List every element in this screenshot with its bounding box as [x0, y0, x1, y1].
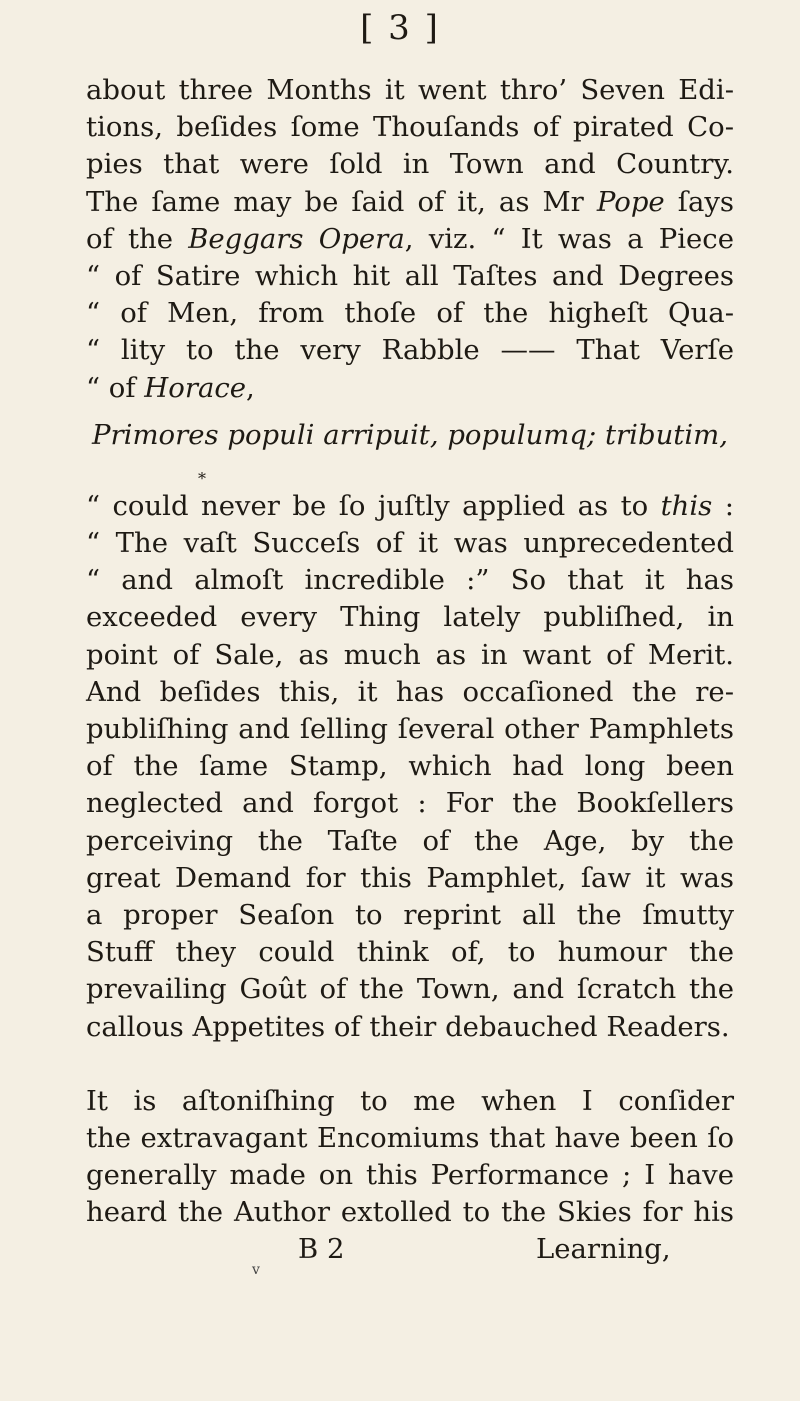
italic-word: Pope: [596, 185, 665, 218]
paragraph-2: [86, 488, 734, 1046]
signature-mark: B 2: [298, 1233, 345, 1266]
text-line: publiſhing and ſelling ſeveral other Pamphlets: [86, 713, 734, 745]
body-text: [86, 72, 734, 1269]
text-line: The ſame may be ſaid of it, as Mr Pope ſays: [86, 185, 734, 218]
text-line: heard the Author extolled to the Skies for his: [86, 1196, 734, 1229]
text-line: pies that were ſold in Town and Country.: [86, 148, 734, 181]
text-line: of the ſame Stamp, which had long been: [86, 750, 734, 783]
text-line: perceiving the Taſte of the Age, by the: [86, 824, 734, 857]
text-line: “ The vaſt Succeſs of it was unprecedented: [86, 527, 734, 560]
text-line: “ could never be ſo juſtly applied as to this :: [86, 489, 735, 522]
text-line: callous Appetites of their debauched Readers.: [86, 1010, 730, 1043]
text-line: “ and almoſt incredible :” So that it has: [86, 564, 734, 597]
italic-word: Beggars Opera: [188, 222, 405, 255]
italic-word: this: [660, 489, 713, 522]
text-line: about three Months it went thro’ Seven Edi-: [86, 74, 734, 106]
text-line: And beſides this, it has occaſioned the re-: [86, 675, 734, 708]
text-line: “ of Satire which hit all Taſtes and Degrees: [86, 259, 734, 292]
text-line: of the Beggars Opera, viz. “ It was a Piece: [86, 222, 734, 255]
text-line: point of Sale, as much as in want of Merit.: [86, 638, 734, 671]
paragraph-gap: [86, 1046, 734, 1083]
stray-mark: v: [252, 1262, 260, 1278]
text-line: Stuff they could think of, to humour the: [86, 936, 734, 969]
italic-word: Horace: [144, 371, 247, 404]
latin-quotation: Primores populi arripuit, populumq; tributim,: [92, 418, 728, 451]
asterisk-mark: [86, 454, 734, 488]
text-line: great Demand for this Pamphlet, ſaw it was: [86, 861, 734, 894]
text-line: the extravagant Encomiums that have been ſo: [86, 1121, 734, 1154]
text-line: a proper Seaſon to reprint all the ſmutty: [86, 898, 734, 931]
paragraph-3: [86, 1083, 734, 1232]
text-line: exceeded every Thing lately publiſhed, in: [86, 601, 734, 634]
text-line: prevailing Goût of the Town, and ſcratch the: [86, 973, 734, 1006]
catchword: Learning,: [536, 1233, 671, 1266]
text-line: tions, beſides ſome Thouſands of pirated Co-: [86, 111, 734, 144]
page-footer: [86, 1231, 734, 1268]
asterisk-glyph: *: [198, 468, 206, 488]
text-line: generally made on this Performance ; I have: [86, 1159, 734, 1192]
text-line: It is aſtoniſhing to me when I conſider: [86, 1084, 734, 1117]
page-number-header: [ 3 ]: [360, 8, 440, 48]
text-line: “ of Men, from thoſe of the higheſt Qua-: [86, 297, 734, 330]
text-line: “ of Horace,: [86, 371, 255, 404]
paragraph-1: [86, 72, 734, 407]
text-line: “ lity to the very Rabble —— That Verſe: [86, 334, 734, 367]
text-line: neglected and forgot : For the Bookſellers: [86, 787, 734, 820]
